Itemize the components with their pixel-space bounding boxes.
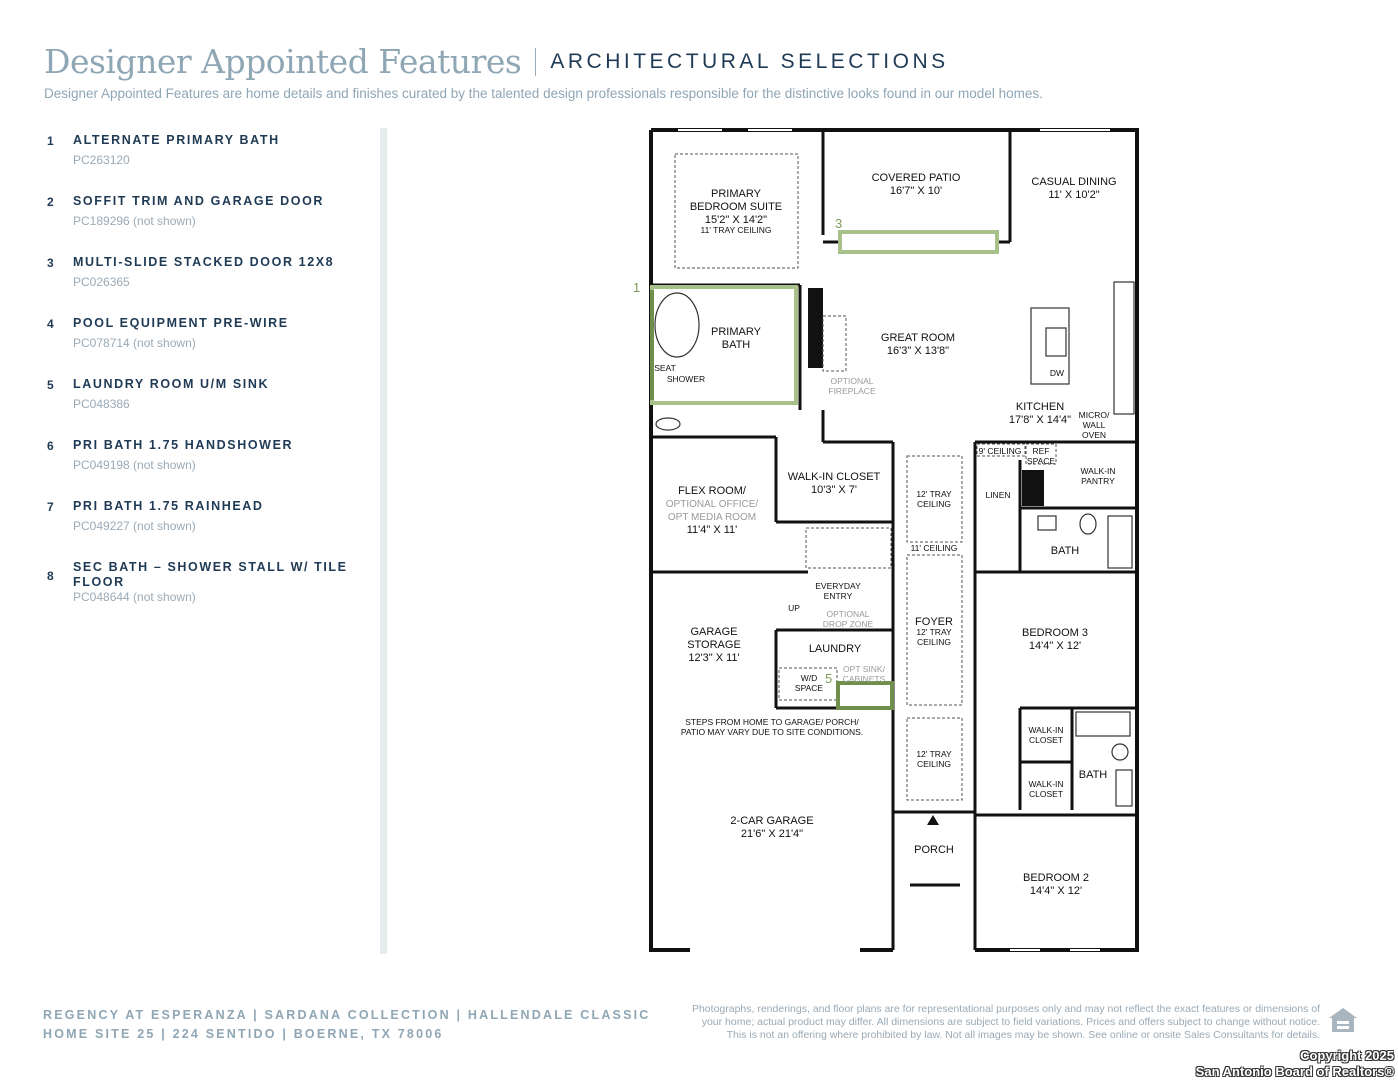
svg-text:16'3" X 13'8": 16'3" X 13'8" xyxy=(886,345,950,357)
room-porch: PORCH xyxy=(914,844,954,856)
svg-text:STEPS FROM HOME TO GARAGE/ POR: STEPS FROM HOME TO GARAGE/ PORCH/ xyxy=(685,717,859,727)
room-great-room xyxy=(881,332,955,357)
feature-number: 7 xyxy=(47,500,54,514)
svg-text:12' TRAY: 12' TRAY xyxy=(916,627,952,637)
dishwasher-label: DW xyxy=(1049,368,1065,378)
feature-number: 2 xyxy=(47,195,54,209)
bath-upper-label: BATH xyxy=(1050,545,1080,557)
svg-text:COVERED PATIO: COVERED PATIO xyxy=(871,172,961,184)
svg-text:OPTIONAL: OPTIONAL xyxy=(826,609,870,619)
disclaimer-line: Photographs, renderings, and floor plans are for representational purposes only and may not reflect the exact features or dimensions of xyxy=(691,1003,1320,1015)
equal-housing-icon xyxy=(1327,1006,1359,1040)
walk-in-closet-1 xyxy=(1028,725,1063,745)
page-title: Designer Appointed Features xyxy=(44,42,522,81)
disclaimer xyxy=(640,1003,1320,1042)
room-covered-patio xyxy=(872,172,961,197)
callout-5: 5 xyxy=(825,671,833,686)
room-kitchen xyxy=(1009,401,1071,426)
room-garage xyxy=(730,815,813,840)
nine-ceiling-label: 9' CEILING xyxy=(978,446,1022,456)
svg-text:OPTIONAL: OPTIONAL xyxy=(830,376,874,386)
svg-text:WALL: WALL xyxy=(1082,420,1106,430)
ref-space xyxy=(1027,446,1056,466)
community-info xyxy=(43,1006,651,1044)
linen-label: LINEN xyxy=(985,490,1011,500)
svg-text:11'4" X 11': 11'4" X 11' xyxy=(686,524,738,536)
eleven-ceiling-label: 11' CEILING xyxy=(910,543,958,553)
feature-name: POOL EQUIPMENT PRE-WIRE xyxy=(73,316,289,330)
optional-drop-zone xyxy=(823,609,874,629)
svg-text:SHOWER: SHOWER xyxy=(666,374,706,384)
feature-number: 3 xyxy=(47,256,54,270)
svg-text:BATH: BATH xyxy=(721,339,751,351)
svg-text:14'4" X 12': 14'4" X 12' xyxy=(1028,640,1082,652)
fireplace-wall xyxy=(808,288,823,368)
svg-text:CABINETS: CABINETS xyxy=(842,674,886,684)
svg-text:16'7" X 10': 16'7" X 10' xyxy=(889,185,943,197)
svg-text:ENTRY: ENTRY xyxy=(823,591,853,601)
feature-code: PC026365 xyxy=(73,275,130,289)
address-line: HOME SITE 25 | 224 SENTIDO | BOERNE, TX 78006 xyxy=(43,1027,444,1041)
svg-text:2-CAR GARAGE: 2-CAR GARAGE xyxy=(730,815,814,827)
svg-text:BEDROOM 3: BEDROOM 3 xyxy=(1021,627,1089,639)
svg-text:OPT SINK/: OPT SINK/ xyxy=(843,664,885,674)
micro-wall-oven xyxy=(1079,410,1110,440)
feature-number: 6 xyxy=(47,439,54,453)
svg-text:PATIO MAY VARY DUE TO SITE CON: PATIO MAY VARY DUE TO SITE CONDITIONS. xyxy=(680,727,864,737)
svg-text:CASUAL DINING: CASUAL DINING xyxy=(1031,176,1117,188)
svg-text:OPTIONAL OFFICE/: OPTIONAL OFFICE/ xyxy=(665,499,759,510)
svg-text:SPACE: SPACE xyxy=(1026,456,1056,466)
feature-number: 5 xyxy=(47,378,54,392)
svg-text:MICRO/: MICRO/ xyxy=(1078,410,1110,420)
room-bedroom-3 xyxy=(1022,627,1088,652)
feature-name: SOFFIT TRIM AND GARAGE DOOR xyxy=(73,194,325,208)
svg-text:WALK-IN CLOSET: WALK-IN CLOSET xyxy=(787,471,881,483)
room-laundry: LAUNDRY xyxy=(808,643,862,655)
svg-text:OPT MEDIA ROOM: OPT MEDIA ROOM xyxy=(667,512,757,523)
svg-text:BEDROOM 2: BEDROOM 2 xyxy=(1022,872,1090,884)
feature-code: PC049227 (not shown) xyxy=(73,519,196,533)
wd-space xyxy=(795,673,824,693)
room-garage-storage xyxy=(687,626,741,664)
svg-text:15'2" X 14'2": 15'2" X 14'2" xyxy=(704,214,768,226)
svg-text:PANTRY: PANTRY xyxy=(1081,476,1115,486)
room-flex-room xyxy=(666,485,759,536)
copyright-line: San Antonio Board of Realtors® xyxy=(1195,1064,1394,1079)
svg-text:W/D: W/D xyxy=(800,673,818,683)
disclaimer-line: This is not an offering where prohibited by law. Not all images may be shown. See online or onsite Sales Consultants for details. xyxy=(726,1029,1320,1041)
svg-text:KITCHEN: KITCHEN xyxy=(1015,401,1065,413)
room-primary-suite xyxy=(690,188,782,235)
copyright-watermark xyxy=(1196,1048,1394,1080)
feature-name: PRI BATH 1.75 HANDSHOWER xyxy=(73,438,294,452)
svg-text:CEILING: CEILING xyxy=(916,499,952,509)
svg-text:21'6" X 21'4": 21'6" X 21'4" xyxy=(740,828,804,840)
section-title: ARCHITECTURAL SELECTIONS xyxy=(550,49,949,73)
copyright-line: Copyright 2025 xyxy=(1300,1048,1394,1063)
room-casual-dining xyxy=(1031,176,1116,201)
everyday-entry xyxy=(815,581,861,601)
community-line: REGENCY AT ESPERANZA | SARDANA COLLECTION | HALLENDALE CLASSIC xyxy=(43,1008,651,1022)
svg-text:CEILING: CEILING xyxy=(916,759,952,769)
walk-in-closet-2 xyxy=(1028,779,1063,799)
callout-1: 1 xyxy=(633,280,641,295)
svg-text:WALK-IN: WALK-IN xyxy=(1028,725,1064,735)
svg-text:14'4" X 12': 14'4" X 12' xyxy=(1029,885,1083,897)
entry-arrow xyxy=(927,815,939,825)
svg-text:FLEX ROOM/: FLEX ROOM/ xyxy=(678,485,746,497)
feature-code: PC263120 xyxy=(73,153,130,167)
room-walk-in-pantry xyxy=(1080,466,1115,486)
svg-text:FOYER: FOYER xyxy=(915,616,953,628)
feature-name: PRI BATH 1.75 RAINHEAD xyxy=(73,499,264,513)
callout-3: 3 xyxy=(835,216,843,231)
svg-text:12'3" X 11': 12'3" X 11' xyxy=(688,652,740,664)
feature-code: PC189296 (not shown) xyxy=(73,214,196,228)
feature-number: 4 xyxy=(47,317,54,331)
svg-text:OVEN: OVEN xyxy=(1081,430,1107,440)
svg-text:12' TRAY: 12' TRAY xyxy=(916,749,952,759)
svg-text:STORAGE: STORAGE xyxy=(687,639,741,651)
svg-text:WALK-IN: WALK-IN xyxy=(1080,466,1116,476)
tray-ceiling-lower xyxy=(916,749,952,769)
svg-text:GARAGE: GARAGE xyxy=(690,626,738,638)
svg-text:WALK-IN: WALK-IN xyxy=(1028,779,1064,789)
feature-name: MULTI-SLIDE STACKED DOOR 12X8 xyxy=(73,255,335,269)
room-optional-fireplace xyxy=(828,376,876,396)
feature-name: SEC BATH – SHOWER STALL W/ TILE FLOOR xyxy=(73,560,348,589)
svg-text:REF: REF xyxy=(1032,446,1050,456)
page-subtitle: Designer Appointed Features are home details and finishes curated by the talented design professionals responsible for the distinctive looks found in our model homes. xyxy=(44,86,1043,101)
feature-code: PC048386 xyxy=(73,397,130,411)
svg-text:17'8" X 14'4": 17'8" X 14'4" xyxy=(1008,414,1072,426)
svg-text:BEDROOM SUITE: BEDROOM SUITE xyxy=(689,201,783,213)
svg-text:11' X 10'2": 11' X 10'2" xyxy=(1048,189,1100,201)
svg-text:FIREPLACE: FIREPLACE xyxy=(828,386,876,396)
feature-number: 1 xyxy=(47,134,54,148)
feature-code: PC049198 (not shown) xyxy=(73,458,196,472)
pantry-wall xyxy=(1022,470,1044,506)
svg-text:CLOSET: CLOSET xyxy=(1028,735,1064,745)
disclaimer-line: your home; actual product may differ. All dimensions are subject to field variations. Prices and offers subject to change without notice. xyxy=(701,1016,1320,1028)
svg-text:DROP ZONE: DROP ZONE xyxy=(822,619,874,629)
opt-sink-cabinets xyxy=(843,664,886,684)
feature-code: PC048644 (not shown) xyxy=(73,590,196,604)
feature-number: 8 xyxy=(47,569,54,583)
svg-text:CLOSET: CLOSET xyxy=(1028,789,1064,799)
stairs-up-label: UP xyxy=(788,603,800,613)
svg-text:PRIMARY: PRIMARY xyxy=(711,188,761,200)
feature-name: ALTERNATE PRIMARY BATH xyxy=(73,133,280,147)
bath-lower-label: BATH xyxy=(1078,769,1108,781)
feature-name: LAUNDRY ROOM U/M SINK xyxy=(73,377,270,391)
svg-text:PRIMARY: PRIMARY xyxy=(711,326,761,338)
svg-text:EVERYDAY: EVERYDAY xyxy=(815,581,861,591)
room-walk-in-closet xyxy=(788,471,881,496)
steps-note xyxy=(681,717,863,737)
tray-ceiling-upper xyxy=(916,489,952,509)
svg-text:SEAT: SEAT xyxy=(654,363,676,373)
svg-text:SPACE: SPACE xyxy=(794,683,824,693)
room-foyer xyxy=(915,616,953,647)
room-bedroom-2 xyxy=(1023,872,1089,897)
svg-text:10'3" X 7': 10'3" X 7' xyxy=(810,484,858,496)
feature-code: PC078714 (not shown) xyxy=(73,336,196,350)
svg-text:11' TRAY CEILING: 11' TRAY CEILING xyxy=(700,225,772,235)
svg-text:GREAT ROOM: GREAT ROOM xyxy=(880,332,956,344)
svg-text:CEILING: CEILING xyxy=(916,637,952,647)
svg-text:12' TRAY: 12' TRAY xyxy=(916,489,952,499)
